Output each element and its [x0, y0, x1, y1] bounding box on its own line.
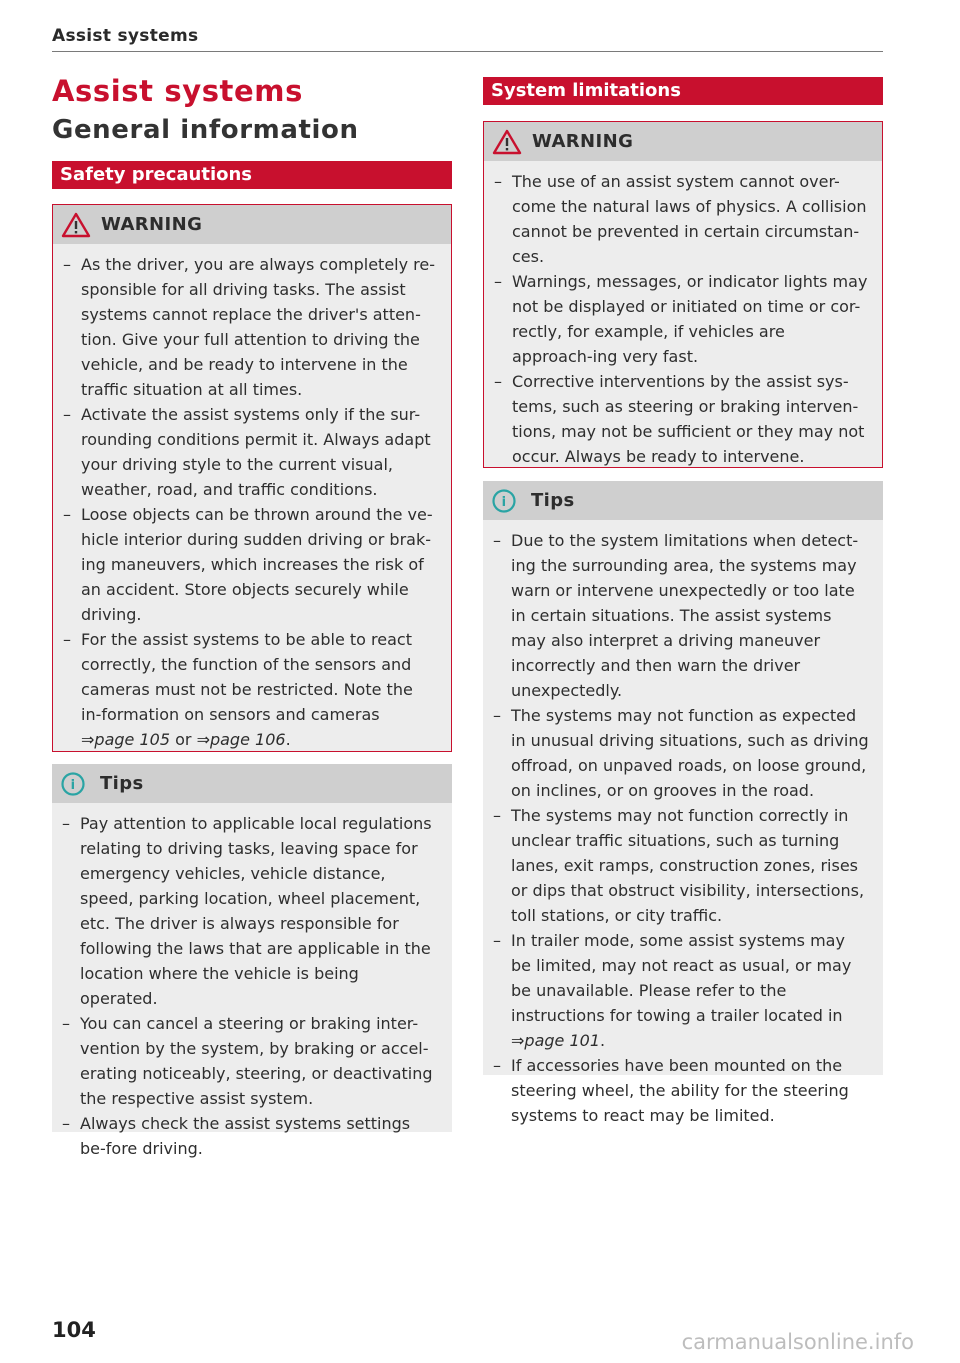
list-item: – The systems may not function correctly in unclear traffic situations, such as turning lanes, exit ramps, construction zones, rises or dips that obstruct visibility, intersections, toll stations, or city traffic.: [493, 806, 865, 925]
tips-list: [483, 520, 883, 1138]
header-rule: [52, 51, 883, 52]
warning-list: [484, 161, 882, 479]
warning-header: [53, 205, 451, 244]
warning-label: WARNING: [101, 214, 203, 235]
list-item-text: In trailer mode, some assist systems may be limited, may not react as usual, or may be unavailable. Please refer to the instructions for towing a trailer located in: [511, 931, 852, 1025]
list-item-text: As the driver, you are always completely re-sponsible for all driving tasks. The assist systems cannot replace the driver's atten-tion. Give your full attention to driving the vehicle, and be ready to intervene in the traffic situation at all times.: [81, 255, 436, 399]
info-icon: [60, 771, 90, 797]
tips-list: [52, 803, 452, 1171]
running-header: Assist systems: [52, 26, 199, 46]
list-item: – Corrective interventions by the assist sys-tems, such as steering or braking interven-tions, may not be sufficient or they may not occur. Always be ready to intervene.: [494, 372, 865, 466]
list-item-text: Corrective interventions by the assist sys-tems, such as steering or braking interven-tions, may not be sufficient or they may not occur. Always be ready to intervene.: [512, 372, 865, 466]
svg-text:i: i: [70, 777, 76, 793]
list-item: – Due to the system limitations when detect-ing the surrounding area, the systems may warn or intervene unexpectedly or too late in certain situations. The assist systems may also interpret a driving maneuver incorrectly and then warn the driver unexpectedly.: [493, 531, 859, 700]
list-item: – If accessories have been mounted on the steering wheel, the ability for the steering systems to react may be limited.: [493, 1056, 849, 1125]
tips-box: [52, 764, 452, 1158]
warning-list: [53, 244, 451, 762]
warning-triangle-icon: [492, 129, 522, 155]
list-item-text: Activate the assist systems only if the sur-rounding conditions permit it. Always adapt your driving style to the current visual, weather, road, and traffic conditions.: [81, 405, 431, 499]
tips-label: Tips: [531, 490, 575, 511]
ref-period: .: [285, 730, 291, 749]
list-item-text: The systems may not function correctly in unclear traffic situations, such as turning lanes, exit ramps, construction zones, rises or dips that obstruct visibility, intersections, toll stations, or city traffic.: [511, 806, 865, 925]
warning-box: [52, 204, 452, 752]
svg-text:i: i: [501, 494, 507, 510]
list-item: – In trailer mode, some assist systems may be limited, may not react as usual, or may be unavailable. Please refer to the instructions for towing a trailer located in ⇒page 101.: [493, 931, 852, 1050]
page-reference[interactable]: ⇒page 106: [196, 730, 286, 749]
list-item-text: For the assist systems to be able to react correctly, the function of the sensors and cameras must not be restricted. Note the in-formation on sensors and cameras: [81, 630, 413, 724]
list-item-text: Always check the assist systems settings be-fore driving.: [80, 1114, 411, 1158]
list-item-text: The use of an assist system cannot over-come the natural laws of physics. A collision cannot be prevented in certain circumstan-ces.: [512, 172, 867, 266]
list-item-text: Warnings, messages, or indicator lights may not be displayed or initiated on time or cor-rectly, for example, if vehicles are approach-ing very fast.: [512, 272, 868, 366]
page-reference[interactable]: ⇒page 105: [81, 730, 170, 749]
list-item-text: If accessories have been mounted on the steering wheel, the ability for the steering systems to react may be limited.: [511, 1056, 849, 1125]
tips-header: [483, 481, 883, 520]
list-item: – You can cancel a steering or braking inter-vention by the system, by braking or accel-erating noticeably, steering, or deactivating the respective assist system.: [62, 1014, 433, 1108]
warning-triangle-icon: [61, 212, 91, 238]
warning-box: [483, 121, 883, 468]
list-item-text: Pay attention to applicable local regulations relating to driving tasks, leaving space for emergency vehicles, vehicle distance, speed, parking location, wheel placement, etc. The driver is always responsible for following the laws that are applicable in the location where the vehicle is being operated.: [80, 814, 432, 1008]
page-reference[interactable]: ⇒page 101: [511, 1031, 600, 1050]
list-item-text: Loose objects can be thrown around the ve-hicle interior during sudden driving or brak-ing maneuvers, which increases the risk of an accident. Store objects securely while driving.: [81, 505, 433, 624]
section-title: General information: [52, 115, 359, 145]
system-limitations-heading: System limitations: [483, 77, 883, 105]
tips-box: [483, 481, 883, 1125]
ref-conjunction: or: [175, 730, 192, 749]
list-item: – For the assist systems to be able to react correctly, the function of the sensors and cameras must not be restricted. Note the in-formation on sensors and cameras ⇒page 105 or ⇒page 106.: [63, 630, 413, 749]
list-item-text: Due to the system limitations when detect-ing the surrounding area, the systems may warn or intervene unexpectedly or too late in certain situations. The assist systems may also interpret a driving maneuver incorrectly and then warn the driver unexpectedly.: [511, 531, 859, 700]
list-item: – As the driver, you are always completely re-sponsible for all driving tasks. The assist systems cannot replace the driver's atten-tion. Give your full attention to driving the vehicle, and be ready to intervene in the traffic situation at all times.: [63, 255, 436, 399]
list-item-text: The systems may not function as expected in unusual driving situations, such as driving offroad, on unpaved roads, on loose ground, on inclines, or on grooves in the road.: [511, 706, 869, 800]
safety-precautions-heading: Safety precautions: [52, 161, 452, 189]
list-item: – Loose objects can be thrown around the ve-hicle interior during sudden driving or brak-ing maneuvers, which increases the risk of an accident. Store objects securely while driving.: [63, 505, 433, 624]
list-item-text: You can cancel a steering or braking inter-vention by the system, by braking or accel-erating noticeably, steering, or deactivating the respective assist system.: [80, 1014, 433, 1108]
tips-header: [52, 764, 452, 803]
page-number: 104: [52, 1318, 96, 1342]
page-title: Assist systems: [52, 74, 303, 108]
warning-header: [484, 122, 882, 161]
list-item: – Always check the assist systems settings be-fore driving.: [62, 1114, 411, 1158]
list-item: – The use of an assist system cannot over-come the natural laws of physics. A collision cannot be prevented in certain circumstan-ces.: [494, 172, 867, 266]
watermark: carmanualsonline.info: [681, 1330, 914, 1354]
list-item: – Activate the assist systems only if the sur-rounding conditions permit it. Always adapt your driving style to the current visual, weather, road, and traffic conditions.: [63, 405, 431, 499]
ref-period: .: [600, 1031, 606, 1050]
tips-label: Tips: [100, 773, 144, 794]
list-item: – Warnings, messages, or indicator lights may not be displayed or initiated on time or cor-rectly, for example, if vehicles are approach-ing very fast.: [494, 272, 868, 366]
info-icon: [491, 488, 521, 514]
list-item: – The systems may not function as expected in unusual driving situations, such as driving offroad, on unpaved roads, on loose ground, on inclines, or on grooves in the road.: [493, 706, 869, 800]
list-item: – Pay attention to applicable local regulations relating to driving tasks, leaving space for emergency vehicles, vehicle distance, speed, parking location, wheel placement, etc. The driver is always responsible for following the laws that are applicable in the location where the vehicle is being operated.: [62, 814, 432, 1008]
warning-label: WARNING: [532, 131, 634, 152]
